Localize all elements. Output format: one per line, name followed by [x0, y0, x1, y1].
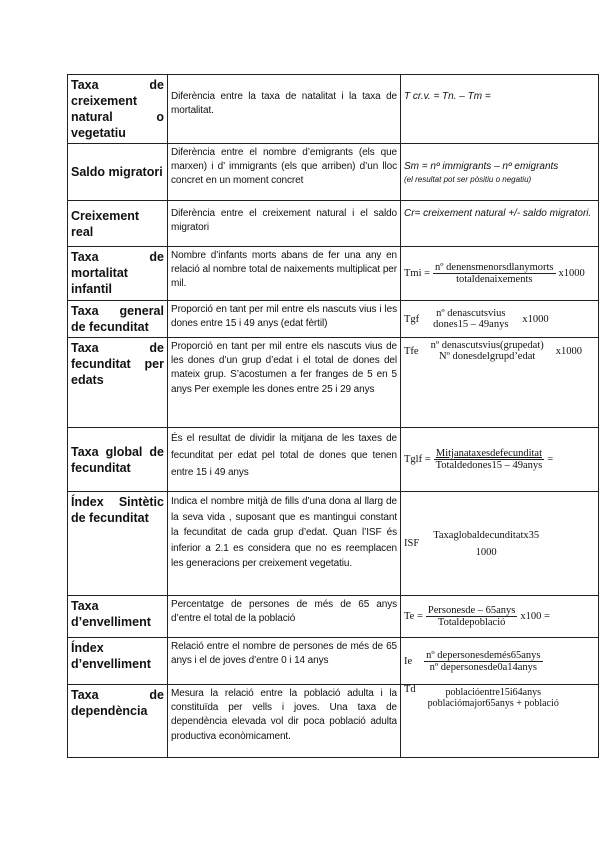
formula-lhs: Tglf =: [404, 454, 431, 465]
formula-lhs: Te =: [404, 611, 423, 622]
formula-expression: [404, 448, 595, 471]
formula-fraction: [431, 308, 510, 330]
definition-text: És el resultat de dividir la mitjana de les taxes de fecunditat per edat pel total de dones que tenen entre 15 i 49 anys: [171, 433, 397, 478]
formula-suffix: x100 =: [520, 611, 550, 622]
formula-numerator: Taxaglobaldecunditatx35: [433, 529, 540, 541]
formula-cell: [401, 144, 599, 201]
formula-cell: [401, 596, 599, 638]
formula-cell: [401, 75, 599, 144]
formula-fraction: [426, 605, 518, 628]
table-row: [68, 685, 599, 758]
definition-cell: Nombre d’infants morts abans de fer una any en relació al nombre total de naixements multiplicat per mil.: [168, 247, 401, 301]
formula-lhs: ISF: [404, 538, 420, 549]
formula-suffix: x1000: [558, 268, 585, 279]
term-cell: Taxa de creixement natural o vegetatiu: [68, 75, 168, 144]
formula-text: T cr.v. = Tn. – Tm =: [404, 91, 491, 102]
term-cell: Índex Sintètic de fecunditat: [68, 492, 168, 596]
formula-numerator: Personesde – 65anys: [427, 605, 516, 616]
definition-text: Diferència entre la taxa de natalitat i la taxa de mortalitat.: [171, 91, 397, 117]
formula-numerator: nº denascutsvius: [436, 308, 506, 319]
formula-fraction: [433, 262, 555, 285]
formula-expression: [404, 650, 595, 673]
formula-numerator: Mitjanataxesdefecunditat: [435, 448, 542, 459]
formula-denominator: Totaldepoblació: [437, 617, 506, 628]
formula-cell: [401, 492, 599, 596]
formula-numerator: nº depersonesdemés65anys: [426, 649, 541, 661]
formula-denominator: nº depersonesde0a14anys: [429, 661, 538, 673]
definition-cell: [168, 201, 401, 247]
formula-expression: [404, 684, 595, 709]
formula-suffix: x1000: [555, 345, 583, 357]
formula-expression: [404, 308, 595, 330]
formula-cell: [401, 247, 599, 301]
definition-text: Diferència entre el creixement natural i el saldo migratori: [171, 208, 397, 234]
formula-fraction: [431, 530, 541, 558]
formula-lhs: Ie: [404, 655, 413, 667]
table-row: [68, 338, 599, 428]
formula-fraction: [424, 650, 542, 673]
table-row: [68, 201, 599, 247]
definition-cell: Proporció en tant per mil entre els nascuts vius de les dones d’un grup d’edat i el total de dones del mateix grup. S’acostumen a fer franges de 5 en 5 anys Per exemple les dones entre 25 i 29 anys: [168, 338, 401, 428]
formula-denominator: Totaldedones15 – 49anys: [435, 460, 543, 471]
formula-numerator: nº denensmenorsdlanymorts: [435, 262, 554, 273]
definitions-table: [67, 74, 599, 758]
definition-cell: Relació entre el nombre de persones de més de 65 anys i el de joves d’entre 0 i 14 anys: [168, 638, 401, 685]
term-cell: Índex d’envelliment: [68, 638, 168, 685]
table-row: [68, 301, 599, 338]
definition-cell: [168, 75, 401, 144]
formula-cell: [401, 301, 599, 338]
term-cell: Taxa general de fecunditat: [68, 301, 168, 338]
table-row: [68, 596, 599, 638]
term-cell: Taxa de mortalitat infantil: [68, 247, 168, 301]
table-row: [68, 492, 599, 596]
formula-expression: [404, 262, 595, 285]
formula-expression: [404, 340, 595, 362]
formula-note: (el resultat pot ser pòsitiu o negatiu): [404, 174, 532, 184]
definition-cell: Percentatge de persones de més de 65 anys d’entre el total de la població: [168, 596, 401, 638]
formula-denominator: totaldenaixements: [456, 274, 533, 285]
formula-numerator: poblacióentre15i64anys: [445, 687, 542, 698]
definition-cell: Proporció en tant per mil entre els nascuts vius i les dones entre 15 i 49 anys (edat fèrtil): [168, 301, 401, 338]
formula-denominator: Nº donesdelgrupd’edat: [439, 351, 536, 362]
formula-lhs: Tgf: [404, 313, 420, 325]
formula-cell: [401, 201, 599, 247]
term-cell: Taxa d’envelliment: [68, 596, 168, 638]
table-row: [68, 144, 599, 201]
formula-cell: [401, 685, 599, 758]
formula-expression: [404, 530, 595, 558]
formula-cell: [401, 338, 599, 428]
definition-cell: Indica el nombre mitjà de fills d’una dona al llarg de la seva vida , suposant que es mantingui constant la fecunditat de cada grup d’edat. Quan l’ISF és inferior a 2.1 es considera que no es reemplacen les generacions per creixement vegetatiu.: [168, 492, 401, 596]
table-row: [68, 638, 599, 685]
formula-denominator: poblaciómajor65anys + població: [427, 698, 559, 709]
formula-lhs: Tmi =: [404, 268, 431, 279]
term-cell: Creixement real: [68, 201, 168, 247]
definition-cell: Mesura la relació entre la població adulta i la constituïda per vells i joves. Una taxa de dependència elevada vol dir poca població adulta productiva econòmicament.: [168, 685, 401, 758]
formula-fraction: [434, 448, 545, 471]
table-row: [68, 428, 599, 492]
formula-lhs: Td: [404, 684, 416, 695]
formula-fraction: [429, 340, 546, 362]
formula-cell: [401, 428, 599, 492]
formula-cell: [401, 638, 599, 685]
formula-denominator: 1000: [475, 546, 497, 558]
term-cell: Taxa de fecunditat per edats: [68, 338, 168, 428]
formula-fraction: [426, 687, 561, 709]
table-row: [68, 75, 599, 144]
table-row: [68, 247, 599, 301]
definition-cell: Diferència entre el nombre d’emigrants (els que marxen) i d’ immigrants (els que arriben) d’un lloc concret en un moment concret: [168, 144, 401, 201]
formula-suffix: =: [547, 454, 554, 465]
definition-cell: [168, 428, 401, 492]
formula-text: Sm = nº immigrants – nº emigrants: [404, 160, 559, 172]
formula-expression: [404, 605, 595, 628]
formula-suffix: x1000: [522, 313, 549, 325]
formula-text: Cr= creixement natural +/- saldo migratori.: [404, 208, 592, 219]
term-cell: Taxa de dependència: [68, 685, 168, 758]
term-cell: Taxa global de fecunditat: [68, 428, 168, 492]
formula-lhs: Tfe: [404, 345, 419, 357]
formula-denominator: dones15 – 49anys: [433, 319, 509, 330]
term-cell: Saldo migratori: [68, 144, 168, 201]
formula-numerator: nº denascutsvius(grupedat): [430, 340, 544, 351]
